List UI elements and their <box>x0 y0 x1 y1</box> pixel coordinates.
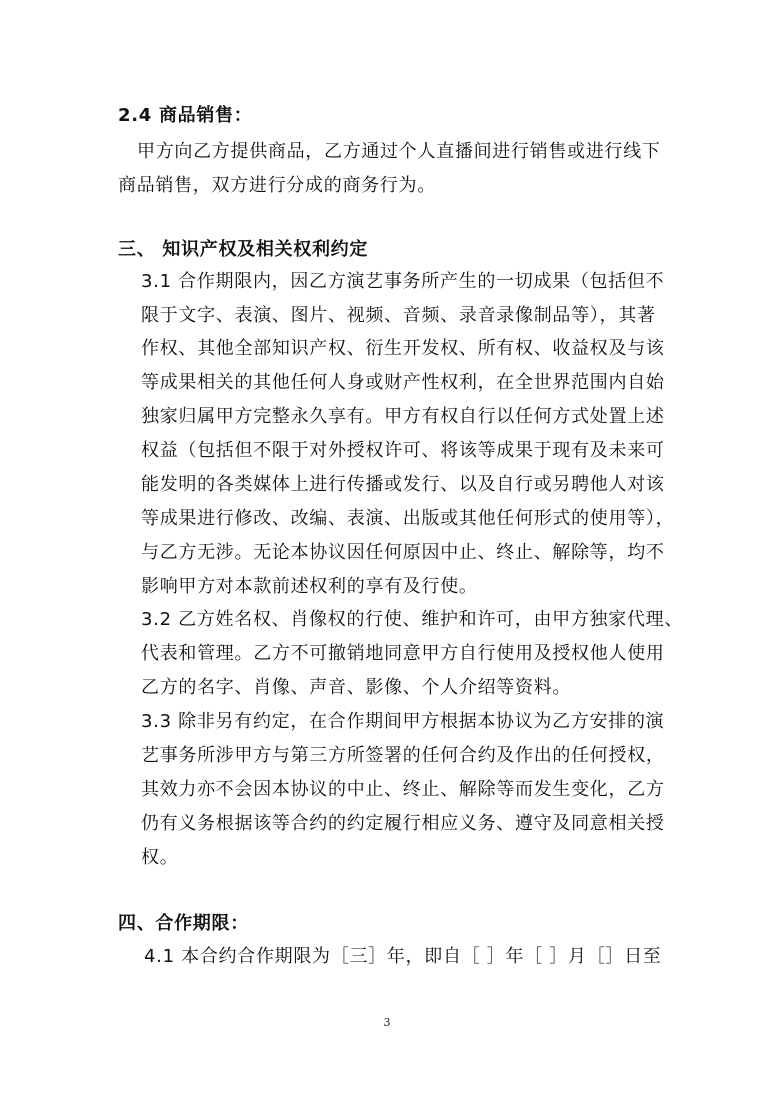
paragraph-line: 艺事务所涉甲方与第三方所签署的任何合约及作出的任何授权， <box>141 745 665 766</box>
paragraph-line: 权。 <box>141 847 179 868</box>
paragraph-line: 3.3 除非另有约定，在合作期间甲方根据本协议为乙方安排的演 <box>141 711 665 732</box>
paragraph-line: 能发明的各类媒体上进行传播或发行、以及自行或另聘他人对该 <box>141 474 665 495</box>
paragraph-line: 限于文字、表演、图片、视频、音频、录音录像制品等），其著 <box>141 305 656 326</box>
paragraph-line: 等成果进行修改、改编、表演、出版或其他任何形式的使用等）， <box>141 508 675 529</box>
paragraph-line: 作权、其他全部知识产权、衍生开发权、所有权、收益权及与该 <box>141 338 665 359</box>
paragraph-line: 独家归属甲方完整永久享有。甲方有权自行以任何方式处置上述 <box>141 406 665 427</box>
paragraph-line: 代表和管理。乙方不可撤销地同意甲方自行使用及授权他人使用 <box>141 643 665 664</box>
section-heading-4: 四、合作期限： <box>118 913 249 934</box>
paragraph-line: 权益（包括但不限于对外授权许可、将该等成果于现有及未来可 <box>141 440 665 461</box>
paragraph-line: 与乙方无涉。无论本协议因任何原因中止、终止、解除等，均不 <box>141 542 665 563</box>
paragraph-line: 3.1 合作期限内，因乙方演艺事务所产生的一切成果（包括但不 <box>141 271 665 292</box>
paragraph-line: 3.2 乙方姓名权、肖像权的行使、维护和许可，由甲方独家代理、 <box>141 609 684 630</box>
paragraph-line: 乙方的名字、肖像、声音、影像、个人介绍等资料。 <box>141 677 572 698</box>
section-heading-2-4: 2.4 商品销售： <box>118 105 253 126</box>
paragraph-line: 4.1 本合约合作期限为［三］年，即自［ ］年［ ］月［］日至 <box>144 946 662 967</box>
paragraph-line: 商品销售，双方进行分成的商务行为。 <box>118 175 436 196</box>
paragraph-line: 等成果相关的其他任何人身或财产性权利，在全世界范围内自始 <box>141 372 665 393</box>
paragraph-line: 甲方向乙方提供商品，乙方通过个人直播间进行销售或进行线下 <box>137 141 661 162</box>
paragraph-line: 仍有义务根据该等合约的约定履行相应义务、遵守及同意相关授 <box>141 813 665 834</box>
section-heading-3: 三、 知识产权及相关权利约定 <box>118 239 369 260</box>
page-number: 3 <box>383 1016 391 1029</box>
paragraph-line: 其效力亦不会因本协议的中止、终止、解除等而发生变化，乙方 <box>141 779 665 800</box>
paragraph-line: 影响甲方对本款前述权利的享有及行使。 <box>141 576 478 597</box>
